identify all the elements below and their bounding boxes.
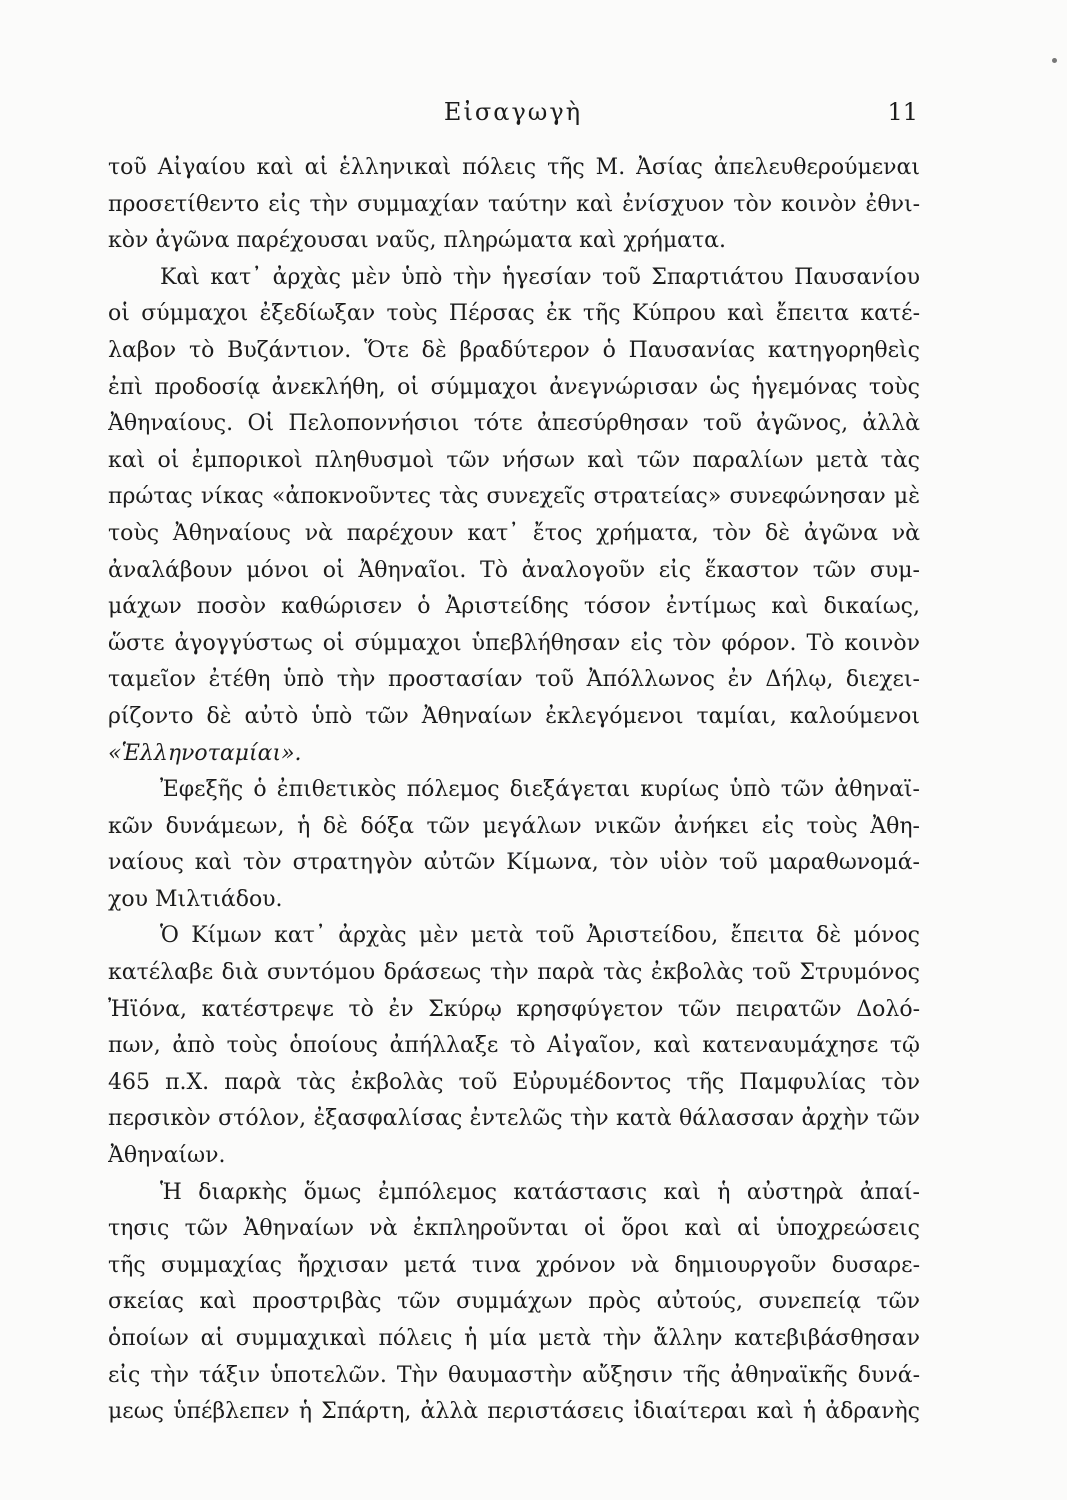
text-line: κατέλαβε διὰ συντόμου δράσεως τὴν παρὰ τὰς ἐκβολὰς τοῦ Στρυμόνος	[108, 960, 920, 986]
text-line: Ὁ Κίμων κατ᾽ ἀρχὰς μὲν μετὰ τοῦ Ἀριστείδου, ἔπειτα δὲ μόνος	[160, 923, 920, 949]
text-line: «Ἑλληνοταμίαι».	[108, 740, 302, 766]
text-line: Καὶ κατ᾽ ἀρχὰς μὲν ὑπὸ τὴν ἡγεσίαν τοῦ Σπαρτιάτου Παυσανίου	[160, 264, 920, 290]
text-line: ναίους καὶ τὸν στρατηγὸν αὐτῶν Κίμωνα, τὸν υἱὸν τοῦ μαραθωνομά-	[108, 850, 920, 876]
text-line: περσικὸν στόλον, ἐξασφαλίσας ἐντελῶς τὴν κατὰ θάλασσαν ἀρχὴν τῶν	[108, 1106, 920, 1132]
text-line: κὸν ἀγῶνα παρέχουσαι ναῦς, πληρώματα καὶ χρήματα.	[108, 228, 727, 254]
text-line: τοῦ Αἰγαίου καὶ αἱ ἑλληνικαὶ πόλεις τῆς Μ. Ἀσίας ἀπελευθερούμεναι	[108, 155, 920, 180]
text-line: Ἡ διαρκὴς ὅμως ἐμπόλεμος κατάστασις καὶ ἡ αὐστηρὰ ἀπαί-	[160, 1179, 920, 1205]
text-line: ὥστε ἀγογγύστως οἱ σύμμαχοι ὑπεβλήθησαν εἰς τὸν φόρον. Τὸ κοινὸν	[108, 630, 920, 656]
text-line: Ἐφεξῆς ὁ ἐπιθετικὸς πόλεμος διεξάγεται κυρίως ὑπὸ τῶν ἀθηναϊ-	[160, 777, 920, 803]
text-line: κῶν δυνάμεων, ἡ δὲ δόξα τῶν μεγάλων νικῶν ἀνήκει εἰς τοὺς Ἀθη-	[108, 813, 920, 839]
text-line: λαβον τὸ Βυζάντιον. Ὅτε δὲ βραδύτερον ὁ Παυσανίας κατηγορηθεὶς	[108, 337, 920, 363]
text-line: Ἀθηναίων.	[108, 1143, 226, 1169]
scan-speck	[1052, 58, 1057, 63]
text-line: πων, ἀπὸ τοὺς ὁποίους ἀπήλλαξε τὸ Αἰγαῖον, καὶ κατεναυμάχησε τῷ	[108, 1033, 920, 1059]
text-line: τησις τῶν Ἀθηναίων νὰ ἐκπληροῦνται οἱ ὅροι καὶ αἱ ὑποχρεώσεις	[108, 1216, 920, 1242]
text-line: τοὺς Ἀθηναίους νὰ παρέχουν κατ᾽ ἔτος χρήματα, τὸν δὲ ἀγῶνα νὰ	[108, 520, 920, 546]
text-line: καὶ οἱ ἐμπορικοὶ πληθυσμοὶ τῶν νήσων καὶ τῶν παραλίων μετὰ τὰς	[108, 447, 920, 473]
text-line: πρώτας νίκας «ἀποκνοῦντες τὰς συνεχεῖς στρατείας» συνεφώνησαν μὲ	[108, 484, 920, 510]
text-line: εἰς τὴν τάξιν ὑποτελῶν. Τὴν θαυμαστὴν αὔξησιν τῆς ἀθηναϊκῆς δυνά-	[108, 1362, 920, 1388]
page-number: 11	[887, 98, 918, 126]
text-line: προσετίθεντο εἰς τὴν συμμαχίαν ταύτην καὶ ἐνίσχυον τὸν κοινὸν ἐθνι-	[108, 191, 920, 217]
text-line: ταμεῖον ἐτέθη ὑπὸ τὴν προστασίαν τοῦ Ἀπόλλωνος ἐν Δήλῳ, διεχει-	[108, 667, 920, 693]
text-line: μεως ὑπέβλεπεν ἡ Σπάρτη, ἀλλὰ περιστάσεις ἰδιαίτεραι καὶ ἡ ἀδρανὴς	[108, 1399, 920, 1425]
body-text	[108, 150, 920, 1431]
text-line: ἐπὶ προδοσίᾳ ἀνεκλήθη, οἱ σύμμαχοι ἀνεγνώρισαν ὡς ἡγεμόνας τοὺς	[108, 374, 920, 400]
text-line: 465 π.Χ. παρὰ τὰς ἐκβολὰς τοῦ Εὐρυμέδοντος τῆς Παμφυλίας τὸν	[108, 1069, 920, 1095]
text-line: ὁποίων αἱ συμμαχικαὶ πόλεις ἡ μία μετὰ τὴν ἄλλην κατεβιβάσθησαν	[108, 1326, 920, 1351]
text-line: μάχων ποσὸν καθώρισεν ὁ Ἀριστείδης τόσον ἐντίμως καὶ δικαίως,	[108, 594, 920, 620]
text-line: σκείας καὶ προστριβὰς τῶν συμμάχων πρὸς αὐτούς, συνεπείᾳ τῶν	[108, 1289, 920, 1315]
page-header	[108, 96, 918, 128]
text-line: τῆς συμμαχίας ἤρχισαν μετά τινα χρόνον νὰ δημιουργοῦν δυσαρε-	[108, 1252, 920, 1278]
text-line: Ἀθηναίους. Οἱ Πελοποννήσιοι τότε ἀπεσύρθησαν τοῦ ἀγῶνος, ἀλλὰ	[108, 411, 920, 437]
text-line: ἀναλάβουν μόνοι οἱ Ἀθηναῖοι. Τὸ ἀναλογοῦν εἰς ἕκαστον τῶν συμ-	[108, 557, 920, 583]
text-line: ρίζοντο δὲ αὐτὸ ὑπὸ τῶν Ἀθηναίων ἐκλεγόμενοι ταμίαι, καλούμενοι	[108, 703, 920, 729]
text-line: χου Μιλτιάδου.	[108, 886, 283, 912]
running-head: Εἰσαγωγὴ	[443, 98, 583, 126]
text-line: Ἠϊόνα, κατέστρεψε τὸ ἐν Σκύρῳ κρησφύγετον τῶν πειρατῶν Δολό-	[108, 996, 920, 1022]
text-line: οἱ σύμμαχοι ἐξεδίωξαν τοὺς Πέρσας ἐκ τῆς Κύπρου καὶ ἔπειτα κατέ-	[108, 301, 920, 327]
